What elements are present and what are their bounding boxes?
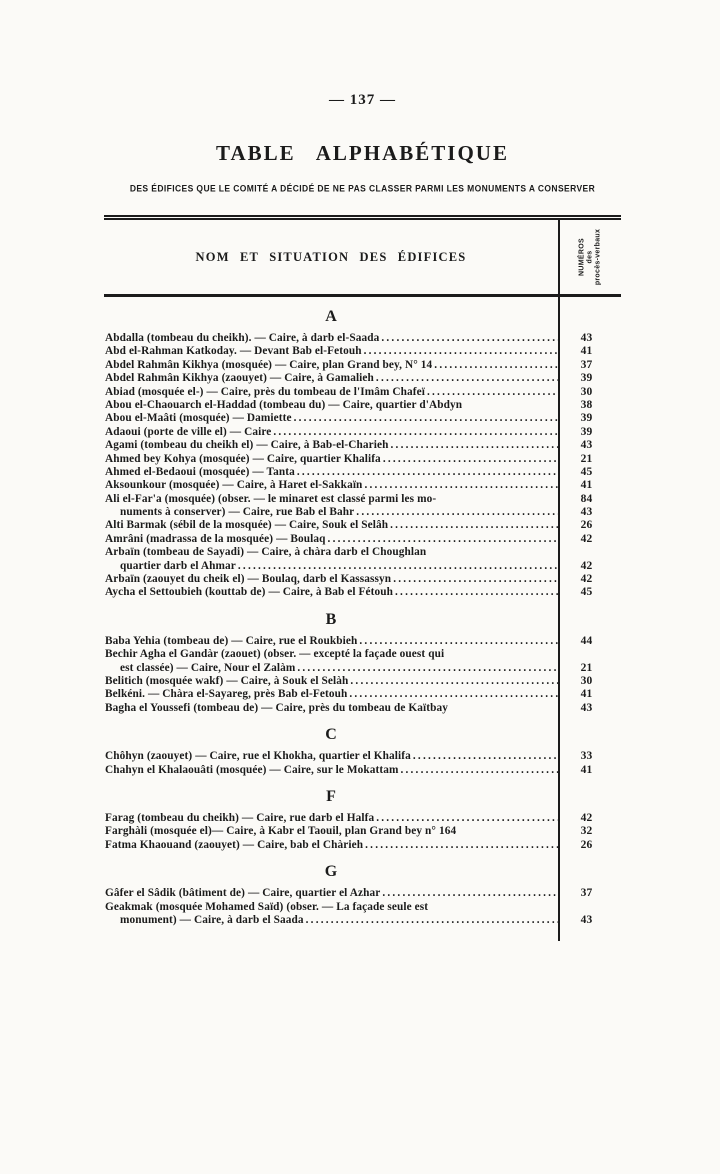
- entry-text: Aksounkour (mosquée) — Caire, à Haret el-Sakkaïn: [105, 479, 363, 492]
- entry-number: 37: [580, 887, 593, 900]
- entry-name-cell: [104, 533, 558, 546]
- section-heading: G: [324, 863, 338, 881]
- entry-number: 39: [580, 425, 593, 438]
- table-row: [104, 675, 621, 688]
- entry-text: Arbaïn (zaouyet du cheik el) — Boulaq, darb el Kassassyn: [105, 573, 392, 586]
- entry-number: 44: [580, 634, 593, 647]
- entry-text: quartier darb el Ahmar: [120, 559, 236, 572]
- table-row: [104, 702, 621, 715]
- dot-leader: [349, 688, 558, 701]
- entry-name-cell: [104, 439, 558, 452]
- table-section: [104, 600, 621, 715]
- dot-leader: [364, 345, 558, 358]
- entry-number: 45: [580, 586, 593, 599]
- numbers-column-header: [558, 220, 621, 294]
- table-row: [104, 519, 621, 532]
- entry-number: 39: [580, 372, 593, 385]
- entry-name-cell: [104, 519, 558, 532]
- entry-name-cell: [104, 702, 558, 715]
- entry-number: 42: [580, 811, 593, 824]
- table-row: [104, 825, 621, 838]
- dot-leader: [359, 635, 558, 648]
- entry-text: Agami (tombeau du cheikh el) — Caire, à Bab-el-Charieh: [105, 439, 389, 452]
- entry-number: 38: [580, 398, 593, 411]
- entry-number: 43: [580, 701, 593, 714]
- entry-number: 84: [580, 492, 593, 505]
- table-row: [104, 533, 621, 546]
- table-row: [104, 453, 621, 466]
- entry-name-cell: [104, 635, 558, 648]
- entry-number: 43: [580, 439, 593, 452]
- entry-text: Ahmed bey Kohya (mosquée) — Caire, quartier Khalifa: [105, 452, 381, 465]
- table-row: [104, 839, 621, 852]
- table-row: [104, 750, 621, 763]
- dot-leader: [273, 426, 558, 439]
- entry-name-cell: [104, 812, 558, 825]
- table-section: [104, 715, 621, 777]
- entry-number: 37: [580, 358, 593, 371]
- entry-text: est classée) — Caire, Nour el Zalàm: [120, 661, 296, 674]
- entry-number: 42: [580, 532, 593, 545]
- entry-text: Chôhyn (zaouyet) — Caire, rue el Khokha, quartier el Khalifa: [105, 750, 411, 763]
- table-section: [104, 777, 621, 852]
- dot-leader: [383, 453, 558, 466]
- table-row: [104, 386, 621, 399]
- name-column-header: NOM ET SITUATION DES ÉDIFICES: [195, 249, 467, 264]
- dot-leader: [364, 479, 558, 492]
- entry-name-cell: [104, 764, 558, 777]
- dot-leader: [356, 506, 558, 519]
- entry-name-cell: [104, 479, 558, 492]
- page-subtitle: DES ÉDIFICES QUE LE COMITÉ A DÉCIDÉ DE NE PAS CLASSER PARMI LES MONUMENTS A CONSERVER: [129, 182, 596, 194]
- entry-name-cell: [104, 332, 558, 345]
- page-title: TABLE ALPHABÉTIQUE: [216, 141, 509, 165]
- dot-leader: [434, 359, 558, 372]
- page-number: — 137 —: [329, 92, 396, 108]
- dot-leader: [393, 573, 558, 586]
- table-row: [104, 764, 621, 777]
- dot-leader: [306, 914, 558, 927]
- dot-leader: [328, 533, 558, 546]
- dot-leader: [400, 764, 558, 777]
- dot-leader: [376, 812, 558, 825]
- table-row: [104, 426, 621, 439]
- entry-name-cell: [104, 560, 558, 573]
- entry-text: Amrâni (madrassa de la mosquée) — Boulaq: [105, 532, 326, 545]
- table-row: [104, 546, 621, 559]
- section-heading: A: [325, 308, 337, 325]
- table-body: [104, 297, 621, 941]
- index-table: [104, 215, 621, 941]
- entry-number: 45: [580, 465, 593, 478]
- entry-text: Abdel Rahmân Kikhya (mosquée) — Caire, plan Grand bey, N° 14: [105, 358, 433, 371]
- table-row: [104, 466, 621, 479]
- entry-text: Arbaïn (tombeau de Sayadi) — Caire, à chàra darb el Choughlan: [105, 546, 427, 559]
- entry-text: Aycha el Settoubieh (kouttab de) — Caire, à Bab el Fétouh: [105, 586, 394, 599]
- dot-leader: [391, 439, 558, 452]
- table-row: [104, 648, 621, 661]
- entry-name-cell: [104, 453, 558, 466]
- entry-number: 33: [580, 750, 593, 763]
- table-row: [104, 493, 621, 506]
- entry-text: Ali el-Far'a (mosquée) (obser. — le minaret est classé parmi les mo-: [105, 492, 437, 505]
- entry-number: 41: [580, 688, 593, 701]
- entry-number: 41: [580, 763, 593, 776]
- entry-number: 32: [580, 825, 593, 838]
- dot-leader: [381, 332, 558, 345]
- entry-name-cell: [104, 887, 558, 900]
- entry-number: [558, 648, 621, 661]
- dot-leader: [376, 372, 558, 385]
- entry-name-cell: [104, 426, 558, 439]
- dot-leader: [413, 750, 558, 763]
- section-heading: B: [325, 610, 337, 628]
- entry-number: 41: [580, 345, 593, 358]
- entry-number: 26: [580, 838, 593, 851]
- table-row: [104, 573, 621, 586]
- dot-leader: [350, 675, 558, 688]
- entry-text: Fatma Khaouand (zaouyet) — Caire, bab el Chàrieh: [105, 838, 364, 851]
- entry-text: Geakmak (mosquée Mohamed Saïd) (obser. — La façade seule est: [105, 900, 429, 913]
- entry-number: 43: [580, 332, 593, 344]
- entry-name-cell: [104, 466, 558, 479]
- entry-name-cell: [104, 839, 558, 852]
- entry-name-cell: [104, 750, 558, 763]
- entry-text: Ahmed el-Bedaoui (mosquée) — Tanta: [105, 465, 295, 478]
- entry-text: Abou el-Chaouarch el-Haddad (tombeau du) — Caire, quartier d'Abdyn: [105, 398, 463, 411]
- entry-name-cell: [104, 586, 558, 599]
- entry-name-cell: [104, 345, 558, 358]
- dot-leader: [390, 519, 558, 532]
- table-row: [104, 887, 621, 900]
- section-heading: C: [325, 726, 337, 744]
- table-row: [104, 412, 621, 425]
- table-row: [104, 479, 621, 492]
- dot-leader: [395, 586, 558, 599]
- table-row: [104, 901, 621, 914]
- table-row: [104, 506, 621, 519]
- entry-text: Belkéni. — Chàra el-Sayareg, près Bab el-Fetouh: [105, 688, 348, 701]
- entry-name-cell: [104, 359, 558, 372]
- entry-name-cell: [104, 914, 558, 927]
- entry-number: 43: [580, 913, 593, 926]
- table-row: [104, 359, 621, 372]
- entry-number: 30: [580, 385, 593, 398]
- entry-number: 30: [580, 674, 593, 687]
- entry-name-cell: [104, 901, 558, 914]
- entry-text: Adaoui (porte de ville el) — Caire: [105, 425, 272, 438]
- dot-leader: [297, 466, 558, 479]
- entry-text: Baba Yehia (tombeau de) — Caire, rue el Roukbieh: [105, 634, 358, 647]
- entry-number: 42: [580, 573, 593, 586]
- entry-text: Gâfer el Sâdik (bâtiment de) — Caire, quartier el Azhar: [105, 887, 381, 900]
- entry-text: Abdalla (tombeau du cheikh). — Caire, à darb el-Saada: [105, 332, 380, 344]
- entry-text: Abd el-Rahman Katkoday. — Devant Bab el-Fetouh: [105, 345, 362, 358]
- numbers-column-header-label: NUMÉROS des procès-verbaux: [578, 228, 602, 286]
- column-divider-rule: [558, 297, 560, 941]
- entry-name-cell: [104, 825, 558, 838]
- table-row: [104, 332, 621, 345]
- dot-leader: [382, 887, 558, 900]
- entry-text: Belitich (mosquée wakf) — Caire, à Souk el Selàh: [105, 674, 349, 687]
- entry-name-cell: [104, 386, 558, 399]
- entry-text: Chahyn el Khalaouâti (mosquée) — Caire, sur le Mokattam: [105, 763, 399, 776]
- table-row: [104, 586, 621, 599]
- dot-leader: [238, 560, 558, 573]
- dot-leader: [297, 662, 558, 675]
- entry-number: [558, 546, 621, 559]
- table-row: [104, 688, 621, 701]
- table-header: [104, 220, 621, 297]
- table-section: [104, 852, 621, 927]
- entry-name-cell: [104, 412, 558, 425]
- entry-name-cell: [104, 546, 558, 559]
- entry-name-cell: [104, 675, 558, 688]
- entry-number: 21: [580, 661, 593, 674]
- entry-text: monument) — Caire, à darb el Saada: [120, 913, 304, 926]
- table-row: [104, 560, 621, 573]
- entry-name-cell: [104, 493, 558, 506]
- entry-name-cell: [104, 399, 558, 412]
- table-row: [104, 914, 621, 927]
- entry-text: Abou el-Maâti (mosquée) — Damiette: [105, 412, 292, 425]
- entry-text: Farghàli (mosquée el)— Caire, à Kabr el Taouil, plan Grand bey n° 164: [105, 825, 457, 838]
- entry-text: Bechir Agha el Gandàr (zaouet) (obser. — excepté la façade ouest qui: [105, 648, 445, 661]
- entry-number: 26: [580, 519, 593, 532]
- entry-name-cell: [104, 688, 558, 701]
- dot-leader: [365, 839, 558, 852]
- table-row: [104, 635, 621, 648]
- entry-name-cell: [104, 648, 558, 661]
- entry-text: Abdel Rahmân Kikhya (zaouyet) — Caire, à Gamalieh: [105, 372, 374, 385]
- entry-text: Farag (tombeau du cheikh) — Caire, rue darb el Halfa: [105, 811, 375, 824]
- table-row: [104, 439, 621, 452]
- table-row: [104, 345, 621, 358]
- entry-text: Bagha el Youssefi (tombeau de) — Caire, près du tombeau de Kaïtbay: [105, 701, 449, 714]
- section-heading: F: [326, 787, 336, 805]
- entry-name-cell: [104, 662, 558, 675]
- dot-leader: [427, 386, 558, 399]
- table-row: [104, 372, 621, 385]
- table-row: [104, 812, 621, 825]
- entry-number: [558, 901, 621, 914]
- entry-text: numents à conserver) — Caire, rue Bab el Bahr: [120, 506, 355, 519]
- table-section: [104, 297, 621, 600]
- document-page: [0, 92, 720, 1174]
- entry-number: 41: [580, 479, 593, 492]
- entry-name-cell: [104, 372, 558, 385]
- table-row: [104, 399, 621, 412]
- dot-leader: [294, 412, 558, 425]
- entry-name-cell: [104, 506, 558, 519]
- entry-text: Abiad (mosquée el-) — Caire, près du tombeau de l'Imâm Chafeï: [105, 385, 425, 398]
- entry-number: 39: [580, 412, 593, 425]
- entry-number: 21: [580, 452, 593, 465]
- entry-number: 42: [580, 559, 593, 572]
- table-row: [104, 662, 621, 675]
- entry-number: 43: [580, 506, 593, 519]
- entry-text: Alti Barmak (sébil de la mosquée) — Caire, Souk el Selâh: [105, 519, 389, 532]
- entry-name-cell: [104, 573, 558, 586]
